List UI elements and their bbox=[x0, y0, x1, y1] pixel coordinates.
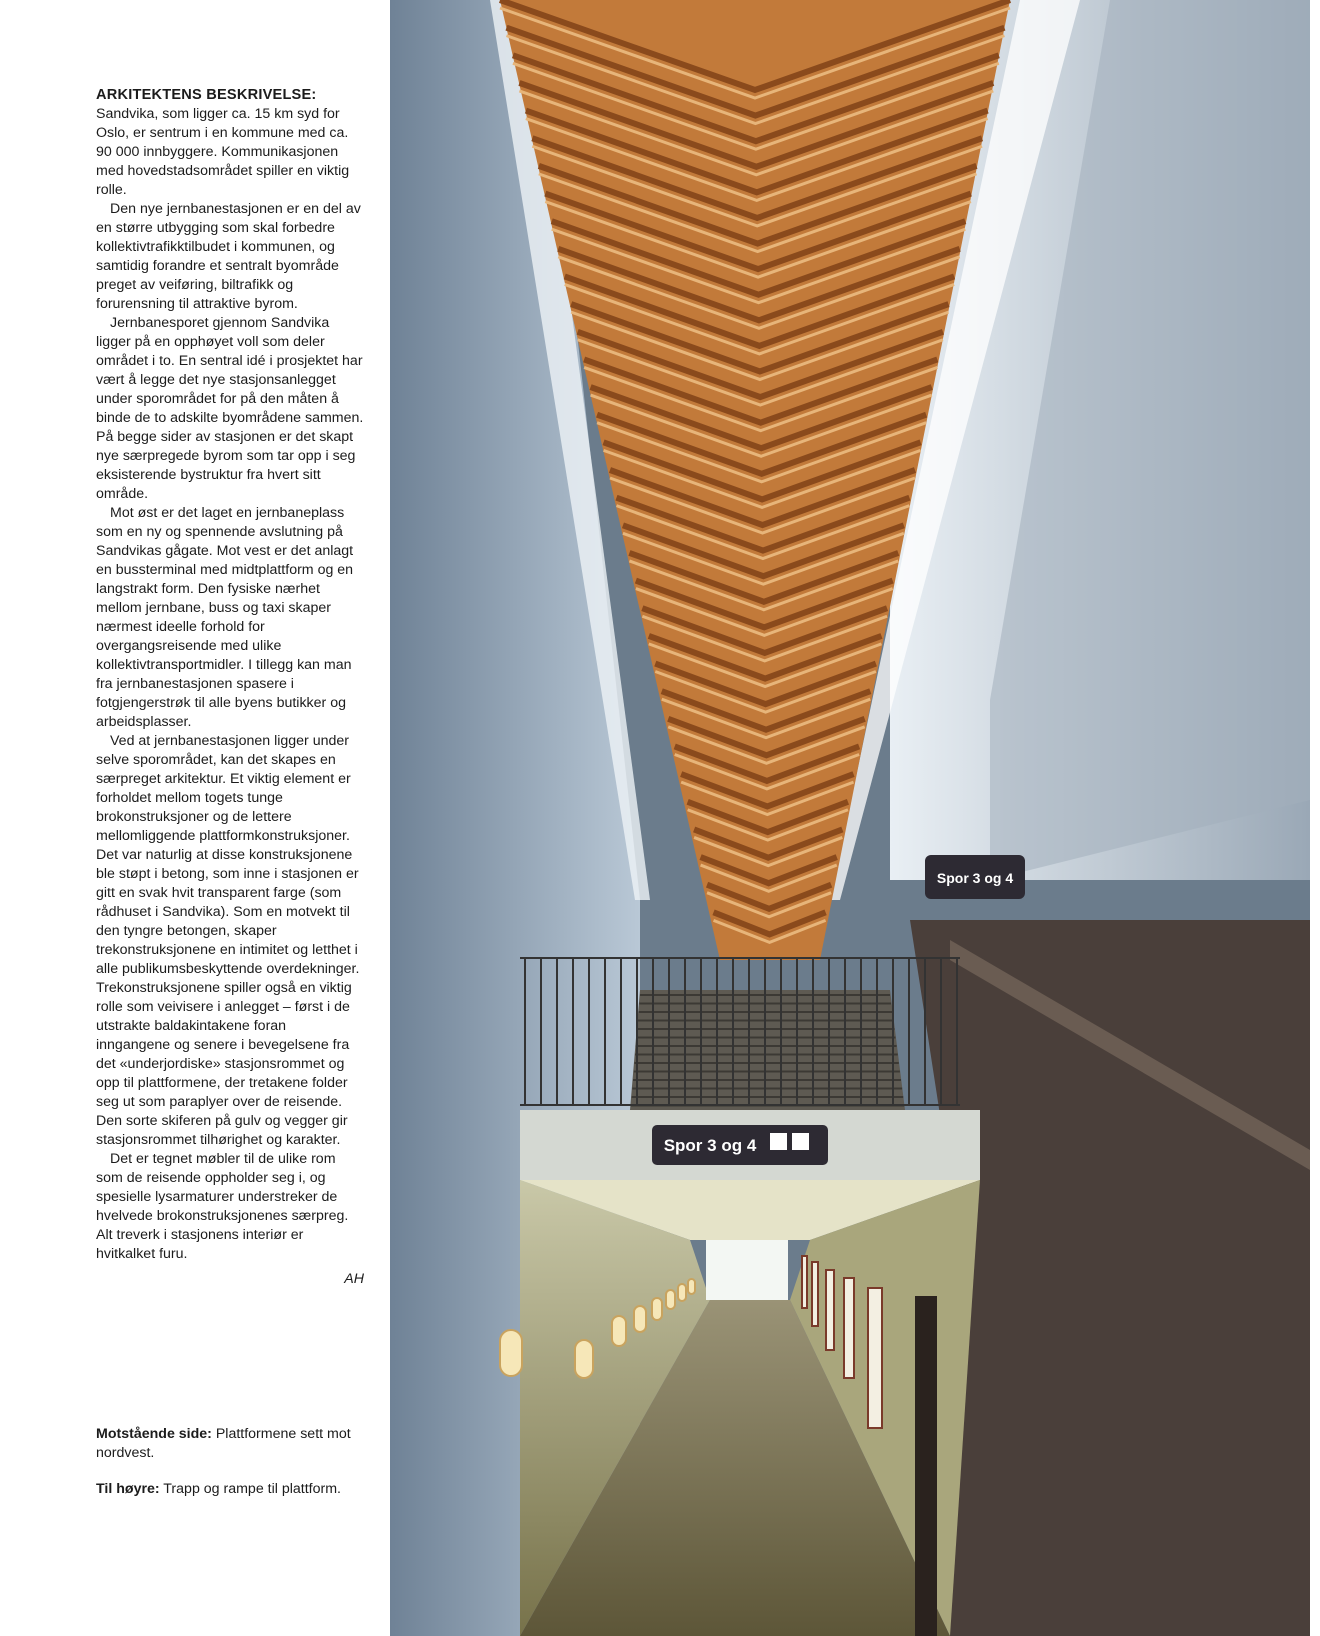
wall-lamp bbox=[500, 1330, 522, 1376]
wall-lamp bbox=[575, 1340, 593, 1378]
caption-right bbox=[96, 1480, 364, 1499]
wall-lamp bbox=[634, 1306, 646, 1332]
wall-lamp bbox=[666, 1290, 675, 1309]
upper-platform-sign bbox=[925, 855, 1025, 899]
corridor-window bbox=[802, 1256, 807, 1308]
article-paragraph: Det er tegnet møbler til de ulike rom som de reisende oppholder seg i, og spesielle lysarmaturer understreker de hvelvede brokonstruksjonenes særpreg. Alt treverk i stasjonens interiør er hvitkalket furu. bbox=[96, 1151, 349, 1262]
article-column bbox=[96, 86, 364, 1289]
article-paragraph: Jernbanesporet gjennom Sandvika ligger på en opphøyet voll som deler området i to. En sentral idé i prosjektet har vært å legge det nye stasjonsanlegget under sporområdet for på den måten å binde de to adskilte byområdene sammen. På begge sider av stasjonen er det skapt nye særpregede byrom som tar opp i seg eksisterende bystruktur fra hvert sitt område. bbox=[96, 315, 364, 502]
lower-platform-sign bbox=[652, 1125, 828, 1165]
lower-sign-text: Spor 3 og 4 bbox=[663, 1136, 757, 1155]
wall-lamp bbox=[688, 1279, 695, 1294]
corridor-window bbox=[812, 1262, 818, 1326]
article-heading: ARKITEKTENS BESKRIVELSE: bbox=[96, 87, 317, 103]
caption-label: Motstående side: bbox=[96, 1426, 212, 1442]
corridor-end-light bbox=[706, 1240, 788, 1300]
article-paragraph: Ved at jernbanestasjonen ligger under selve sporområdet, kan det skapes en særpreget arkitektur. Et viktig element er forholdet mellom togets tunge brokonstruksjoner og de lettere mellomliggende plattformkonstruksjoner. Det var naturlig at disse konstruksjonene ble støpt i betong, som inne i stasjonen er gitt en svak hvit transparent farge (som rådhuset i Sandvika). Som en motvekt til den tyngre betongen, skaper trekonstruksjonene en intimitet og letthet i alle publikumsbeskyttende overdekninger. Trekonstruksjonene spiller også en viktig rolle som veivisere i anlegget – først i de utstrakte baldakintakene foran inngangene og senere i bevegelsene fra det «underjordiske» stasjonsrommet og opp til plattformene, der tretakene folder seg ut som paraplyer over de reisende. Den sorte skiferen på gulv og vegger gir stasjonsrommet tilhørighet og karakter. bbox=[96, 733, 360, 1148]
wall-lamp bbox=[652, 1298, 662, 1320]
doorway bbox=[915, 1296, 937, 1636]
staircase bbox=[630, 990, 905, 1110]
article-paragraph: Mot øst er det laget en jernbaneplass som en ny og spennende avslutning på Sandvikas gågate. Mot vest er det anlagt en bussterminal med midtplattform og en langstrakt form. Den fysiske nærhet mellom jernbane, buss og taxi skaper nærmest ideelle forhold for overgangsreisende med ulike kollektivtransportmidler. I tillegg kan man fra jernbanestasjonen spasere i fotgjengerstrøk til alle byens butikker og arbeidsplasser. bbox=[96, 505, 354, 730]
caption-text: Plattformene sett mot nordvest. bbox=[96, 1426, 351, 1461]
station-photo-illustration bbox=[390, 0, 1310, 1636]
caption-opposite-page bbox=[96, 1425, 364, 1463]
corridor-window bbox=[826, 1270, 834, 1350]
caption-text: Trapp og rampe til plattform. bbox=[159, 1481, 341, 1497]
upper-sign-text: Spor 3 og 4 bbox=[936, 870, 1014, 886]
author-signature: AH bbox=[344, 1271, 364, 1287]
caption-label: Til høyre: bbox=[96, 1481, 160, 1497]
corridor-window bbox=[868, 1288, 882, 1428]
photo-captions bbox=[96, 1425, 364, 1516]
article-paragraph: Sandvika, som ligger ca. 15 km syd for Oslo, er sentrum i en kommune med ca. 90 000 innbyggere. Kommunikasjonen med hovedstadsområdet spiller en viktig rolle. bbox=[96, 106, 350, 198]
wall-lamp bbox=[612, 1316, 626, 1346]
wall-lamp bbox=[678, 1284, 686, 1301]
station-photo bbox=[390, 0, 1310, 1636]
article-paragraph: Den nye jernbanestasjonen er en del av en større utbygging som skal forbedre kollektivtrafikktilbudet i kommunen, og samtidig forandre et sentralt byområde preget av veiføring, biltrafikk og forurensning til attraktive byrom. bbox=[96, 201, 361, 312]
corridor-window bbox=[844, 1278, 854, 1378]
